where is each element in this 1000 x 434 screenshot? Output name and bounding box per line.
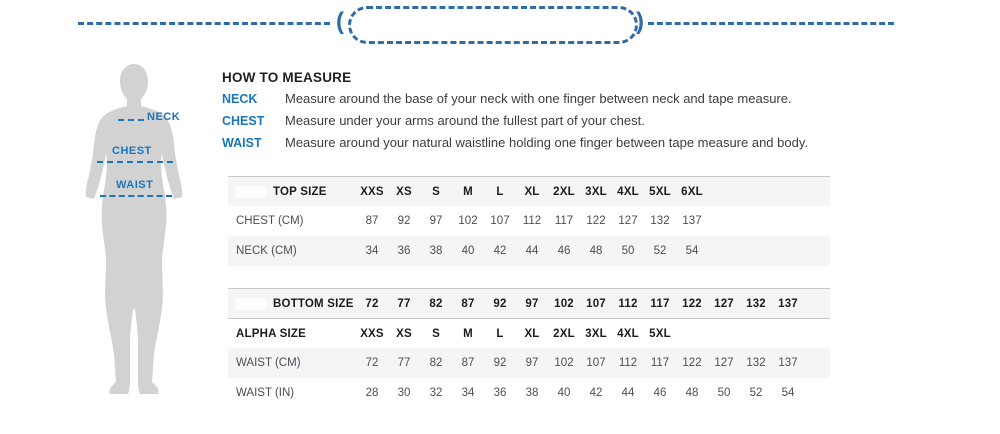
size-cell: XS — [396, 327, 412, 340]
size-cell: 34 — [365, 245, 379, 257]
size-cell: 122 — [682, 297, 702, 310]
measure-description: Measure under your arms around the fullest part of your chest. — [285, 113, 645, 128]
bottom-size-data-row — [228, 348, 830, 378]
size-cell: 5XL — [649, 327, 671, 340]
size-cell: 117 — [650, 357, 670, 369]
size-cell: 137 — [778, 297, 798, 310]
size-cell: 72 — [365, 357, 379, 369]
size-cell: 107 — [586, 297, 606, 310]
size-cell: 137 — [778, 357, 798, 369]
how-to-measure-title: HOW TO MEASURE — [222, 70, 352, 85]
row-label: CHEST (CM) — [236, 215, 304, 227]
chest-measure-dash — [97, 161, 173, 163]
size-cell: 132 — [746, 297, 766, 310]
size-cell: 77 — [397, 297, 411, 310]
size-cell: XL — [524, 327, 540, 340]
size-cell: 44 — [525, 245, 539, 257]
size-cell: 4XL — [617, 185, 639, 198]
size-cell: S — [432, 185, 440, 198]
size-cell: 117 — [650, 297, 670, 310]
measure-description: Measure around your natural waistline holding one finger between tape measure and body. — [285, 135, 808, 150]
row-label: BOTTOM SIZE — [228, 298, 356, 310]
size-cell: 112 — [618, 357, 638, 369]
figure-neck-label: NECK — [147, 111, 181, 123]
size-cell: 77 — [397, 357, 411, 369]
measure-term: CHEST — [222, 114, 265, 128]
size-cell: 87 — [461, 357, 475, 369]
size-cell: 87 — [461, 297, 475, 310]
row-label: WAIST (IN) — [236, 387, 295, 399]
size-cell: 54 — [685, 245, 699, 257]
waist-measure-dash — [100, 195, 172, 197]
erased-logo-spot — [236, 186, 266, 198]
measure-term: WAIST — [222, 136, 262, 150]
size-cell: 132 — [746, 357, 766, 369]
size-cell: 92 — [493, 357, 507, 369]
neck-measure-dash — [118, 119, 144, 121]
size-cell: 42 — [589, 387, 603, 399]
measure-instruction-row — [222, 92, 922, 106]
size-cell: 92 — [397, 215, 411, 227]
size-cell: 2XL — [553, 327, 575, 340]
size-cell: M — [463, 185, 473, 198]
size-cell: 107 — [586, 357, 606, 369]
size-cell: 72 — [365, 297, 379, 310]
size-cell: 3XL — [585, 185, 607, 198]
size-cell: 54 — [781, 387, 795, 399]
measure-term: NECK — [222, 92, 258, 106]
size-cell: 127 — [618, 215, 638, 227]
top-size-data-row — [228, 236, 830, 266]
tape-dash-line-right — [648, 22, 894, 25]
size-cell: 52 — [749, 387, 763, 399]
size-cell: L — [496, 327, 504, 340]
size-cell: 36 — [493, 387, 507, 399]
size-cell: XXS — [360, 327, 384, 340]
row-label: TOP SIZE — [228, 186, 356, 198]
top-size-data-row — [228, 206, 830, 236]
measure-instruction-row — [222, 136, 922, 150]
size-cell: 50 — [717, 387, 731, 399]
size-cell: 40 — [461, 245, 475, 257]
size-cell: 117 — [554, 215, 574, 227]
erased-logo-spot — [236, 298, 266, 310]
size-cell: 48 — [589, 245, 603, 257]
alpha-size-row — [228, 318, 830, 348]
size-cell: 137 — [682, 215, 702, 227]
size-cell: XS — [396, 185, 412, 198]
tape-measure-pill — [348, 6, 638, 44]
size-cell: 4XL — [617, 327, 639, 340]
measure-instructions — [222, 92, 922, 158]
size-cell: 112 — [618, 297, 638, 310]
size-cell: 50 — [621, 245, 635, 257]
size-cell: 132 — [650, 215, 670, 227]
size-cell: 112 — [522, 215, 542, 227]
size-cell: 122 — [682, 357, 702, 369]
size-cell: 102 — [554, 297, 574, 310]
tape-dash-line-left — [78, 22, 330, 25]
size-cell: 107 — [490, 215, 510, 227]
size-cell: XL — [524, 185, 540, 198]
size-cell: 30 — [397, 387, 411, 399]
size-cell: S — [432, 327, 440, 340]
size-cell: 38 — [525, 387, 539, 399]
bottom-size-table — [228, 288, 830, 408]
size-cell: 46 — [653, 387, 667, 399]
size-cell: 42 — [493, 245, 507, 257]
row-label: ALPHA SIZE — [236, 327, 306, 340]
size-cell: 97 — [525, 297, 539, 310]
size-cell: 46 — [557, 245, 571, 257]
size-cell: 2XL — [553, 185, 575, 198]
size-cell: M — [463, 327, 473, 340]
size-cell: 5XL — [649, 185, 671, 198]
size-cell: 44 — [621, 387, 635, 399]
tape-pill-left-cap-icon: ( — [336, 8, 344, 35]
top-size-header-row — [228, 176, 830, 206]
size-cell: 3XL — [585, 327, 607, 340]
tape-pill-right-cap-icon: ) — [636, 8, 644, 35]
size-cell: 40 — [557, 387, 571, 399]
row-label: WAIST (CM) — [236, 357, 301, 369]
size-cell: L — [496, 185, 504, 198]
size-cell: 32 — [429, 387, 443, 399]
size-cell: 127 — [714, 297, 734, 310]
size-cell: 92 — [493, 297, 507, 310]
size-cell: XXS — [360, 185, 384, 198]
bottom-size-data-row — [228, 378, 830, 408]
size-cell: 36 — [397, 245, 411, 257]
size-cell: 52 — [653, 245, 667, 257]
row-label: NECK (CM) — [236, 245, 297, 257]
measure-instruction-row — [222, 114, 922, 128]
size-cell: 34 — [461, 387, 475, 399]
figure-chest-label: CHEST — [112, 145, 152, 157]
size-cell: 28 — [365, 387, 379, 399]
top-size-table — [228, 176, 830, 266]
size-cell: 97 — [525, 357, 539, 369]
bottom-size-header-row — [228, 288, 830, 318]
size-cell: 102 — [458, 215, 478, 227]
size-cell: 127 — [714, 357, 734, 369]
figure-waist-label: WAIST — [116, 179, 154, 191]
size-cell: 82 — [429, 297, 443, 310]
size-cell: 82 — [429, 357, 443, 369]
measure-description: Measure around the base of your neck with one finger between neck and tape measure. — [285, 91, 792, 106]
size-cell: 6XL — [681, 185, 703, 198]
size-cell: 48 — [685, 387, 699, 399]
size-cell: 102 — [554, 357, 574, 369]
size-cell: 38 — [429, 245, 443, 257]
size-cell: 97 — [429, 215, 443, 227]
size-cell: 122 — [586, 215, 606, 227]
size-cell: 87 — [365, 215, 379, 227]
